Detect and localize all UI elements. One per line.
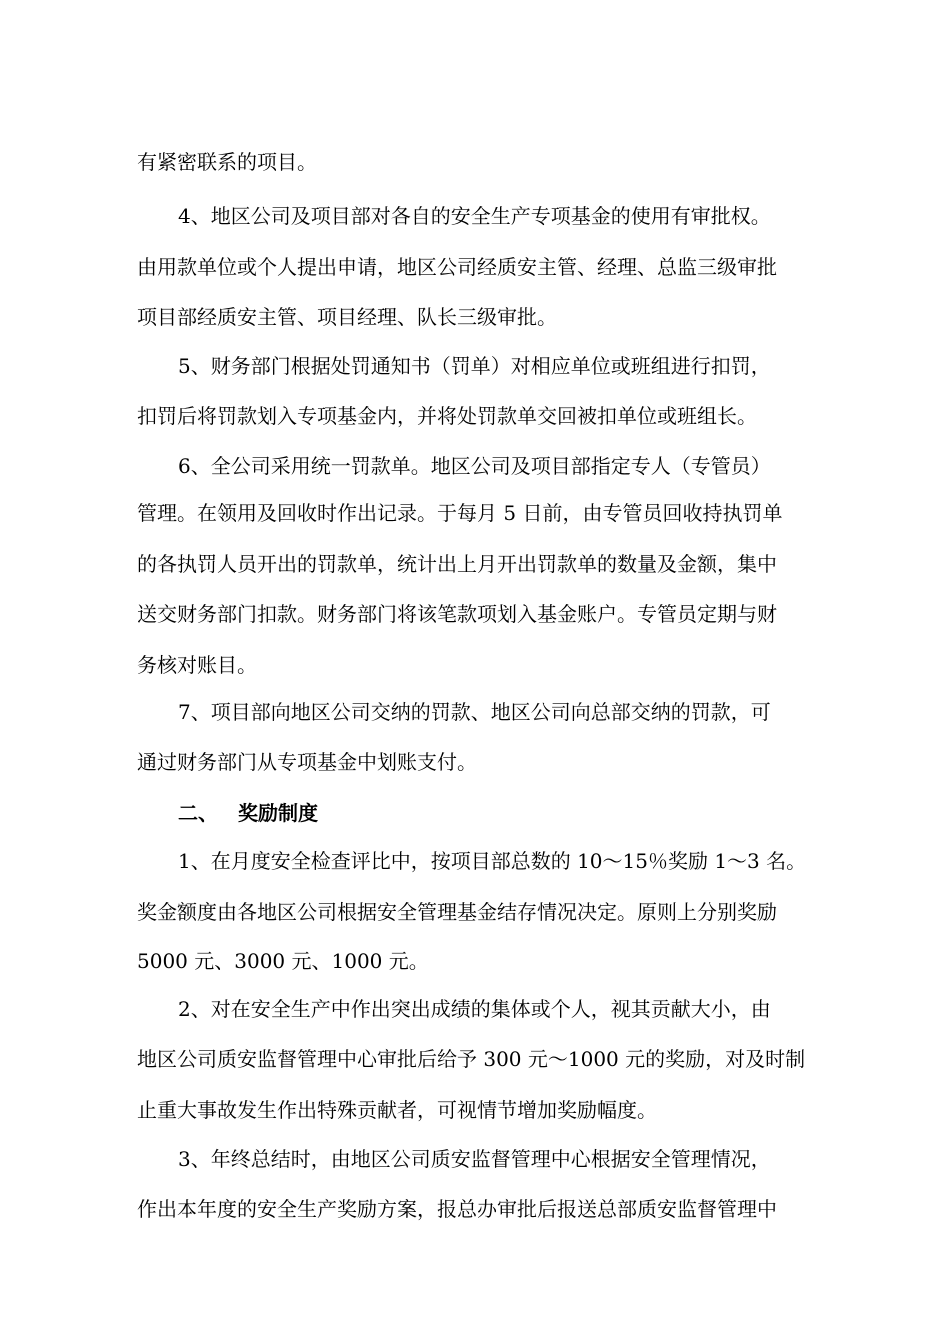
paragraph-line: 5、财务部门根据处罚通知书（罚单）对相应单位或班组进行扣罚， bbox=[178, 354, 771, 378]
paragraph-line: 送交财务部门扣款。财务部门将该笔款项划入基金账户。专管员定期与财 bbox=[137, 602, 777, 626]
paragraph-line: 作出本年度的安全生产奖励方案，报总办审批后报送总部质安监督管理中 bbox=[137, 1197, 777, 1221]
paragraph-line: 止重大事故发生作出特殊贡献者，可视情节增加奖励幅度。 bbox=[137, 1098, 657, 1122]
paragraph-line: 1、在月度安全检查评比中，按项目部总数的 10～15％奖励 1～3 名。 bbox=[178, 849, 807, 873]
section-heading-number: 二、 bbox=[178, 801, 218, 825]
paragraph-line: 6、全公司采用统一罚款单。地区公司及项目部指定专人（专管员） bbox=[178, 454, 771, 478]
paragraph-line: 管理。在领用及回收时作出记录。于每月 5 日前，由专管员回收持执罚单 bbox=[137, 501, 783, 525]
section-heading-title: 奖励制度 bbox=[238, 801, 318, 825]
paragraph-line: 地区公司质安监督管理中心审批后给予 300 元～1000 元的奖励，对及时制 bbox=[137, 1047, 806, 1071]
paragraph-line: 由用款单位或个人提出申请，地区公司经质安主管、经理、总监三级审批 bbox=[137, 255, 777, 279]
paragraph-line: 2、对在安全生产中作出突出成绩的集体或个人，视其贡献大小，由 bbox=[178, 997, 771, 1021]
paragraph-line: 7、项目部向地区公司交纳的罚款、地区公司向总部交纳的罚款，可 bbox=[178, 700, 771, 724]
paragraph-line: 3、年终总结时，由地区公司质安监督管理中心根据安全管理情况， bbox=[178, 1147, 771, 1171]
paragraph-line: 项目部经质安主管、项目经理、队长三级审批。 bbox=[137, 305, 557, 329]
paragraph-line: 务核对账目。 bbox=[137, 653, 257, 677]
paragraph-line: 扣罚后将罚款划入专项基金内，并将处罚款单交回被扣单位或班组长。 bbox=[137, 404, 757, 428]
paragraph-line: 奖金额度由各地区公司根据安全管理基金结存情况决定。原则上分别奖励 bbox=[137, 900, 777, 924]
paragraph-line: 有紧密联系的项目。 bbox=[137, 150, 317, 174]
paragraph-line: 5000 元、3000 元、1000 元。 bbox=[137, 949, 429, 973]
paragraph-line: 通过财务部门从专项基金中划账支付。 bbox=[137, 750, 477, 774]
section-heading bbox=[178, 797, 318, 829]
paragraph-line: 4、地区公司及项目部对各自的安全生产专项基金的使用有审批权。 bbox=[178, 204, 771, 228]
paragraph-line: 的各执罚人员开出的罚款单，统计出上月开出罚款单的数量及金额，集中 bbox=[137, 552, 777, 576]
